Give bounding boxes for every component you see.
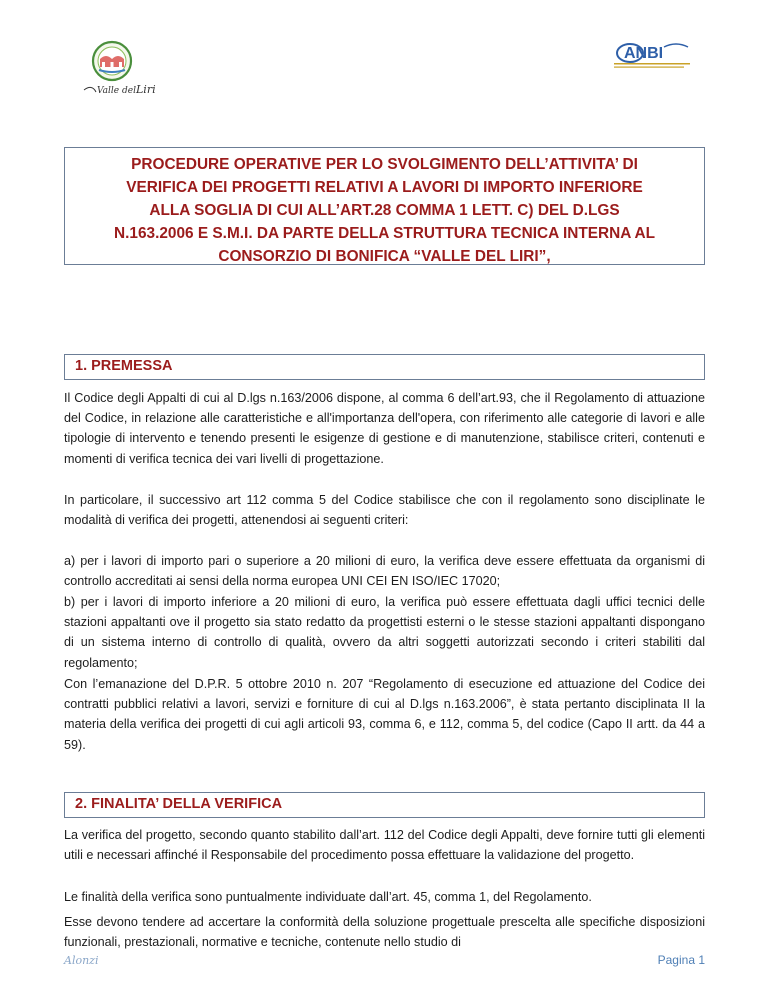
svg-text:Liri: Liri (136, 83, 156, 96)
section-heading-text: 2. FINALITA’ DELLA VERIFICA (75, 796, 283, 812)
title-line: CONSORZIO DI BONIFICA “VALLE DEL LIRI”, (218, 248, 551, 265)
footer-author: Alonzi (64, 954, 99, 967)
consorzio-bonifica-valle-del-liri-logo-icon (64, 40, 160, 98)
paragraph: Esse devono tendere ad accertare la conformità della soluzione progettuale prescelta alle specifiche disposizioni funzionali, prestazionali, normative e tecniche, contenute nello studio di (64, 915, 705, 950)
title-line: VERIFICA DEI PROGETTI RELATIVI A LAVORI DI IMPORTO INFERIORE (126, 179, 643, 196)
paragraph: Le finalità della verifica sono puntualmente individuate dall’art. 45, comma 1, del Regolamento. (64, 890, 592, 904)
title-line: ALLA SOGLIA DI CUI ALL’ART.28 COMMA 1 LETT. C) DEL D.LGS (149, 202, 620, 219)
title-line: PROCEDURE OPERATIVE PER LO SVOLGIMENTO DELL’ATTIVITA’ DI (131, 156, 638, 173)
svg-text:ANBI: ANBI (624, 45, 664, 62)
page-number: Pagina 1 (657, 953, 705, 967)
title-line: N.163.2006 E S.M.I. DA PARTE DELLA STRUTTURA TECNICA INTERNA AL (114, 225, 655, 242)
paragraph: La verifica del progetto, secondo quanto stabilito dall’art. 112 del Codice degli Appalti, deve fornire tutti gli elementi utili e necessari affinché il Responsabile del procedimento possa effettuare la validazione del progetto. (64, 828, 705, 863)
paragraph: Il Codice degli Appalti di cui al D.lgs n.163/2006 dispone, al comma 6 dell’art.93, che il Regolamento di attuazione del Codice, in relazione alle caratteristiche e all'importanza dell'opera, con riferimento alle categorie di lavori e alle tipologie di intervento e tenendo presenti le esigenze di gestione e di manutenzione, stabilisce criteri, contenuti e momenti di verifica tecnica dei vari livelli di progettazione. (64, 391, 705, 466)
section-heading-premessa (64, 354, 705, 380)
paragraph: a) per i lavori di importo pari o superiore a 20 milioni di euro, la verifica deve essere effettuata da organismi di controllo accreditati ai sensi della norma europea UNI CEI EN ISO/IEC 17020; (64, 554, 705, 589)
svg-text:Valle del: Valle del (97, 86, 136, 96)
paragraph: Con l’emanazione del D.P.R. 5 ottobre 2010 n. 207 “Regolamento di esecuzione ed attuazione del Codice dei contratti pubblici relativi a lavori, servizi e forniture di cui al D.lgs n.163.2006”, è stata pertanto disciplinata II la materia della verifica dei progetti di cui agli articoli 93, comma 6, e 112, comma 5, del codice (Capo II artt. da 44 a 59). (64, 677, 705, 752)
anbi-logo (604, 41, 712, 73)
consorzio-logo (64, 40, 160, 98)
document-title-box (64, 147, 705, 265)
paragraph: In particolare, il successivo art 112 comma 5 del Codice stabilisce che con il regolamento sono disciplinate le modalità di verifica dei progetti, attenendosi ai seguenti criteri: (64, 493, 705, 528)
paragraph: b) per i lavori di importo inferiore a 20 milioni di euro, la verifica può essere effettuata dagli uffici tecnici delle stazioni appaltanti ove il progetto sia stato redatto da progettisti esterni o le stesse stazioni appaltanti dispongano di un sistema interno di controllo di qualità, ovvero da altri soggetti autorizzati secondo i criteri stabiliti dal regolamento; (64, 595, 705, 670)
section-heading-text: 1. PREMESSA (75, 358, 173, 374)
anbi-logo-icon (604, 41, 712, 73)
section-heading-finalita (64, 792, 705, 818)
document-title (65, 148, 704, 268)
